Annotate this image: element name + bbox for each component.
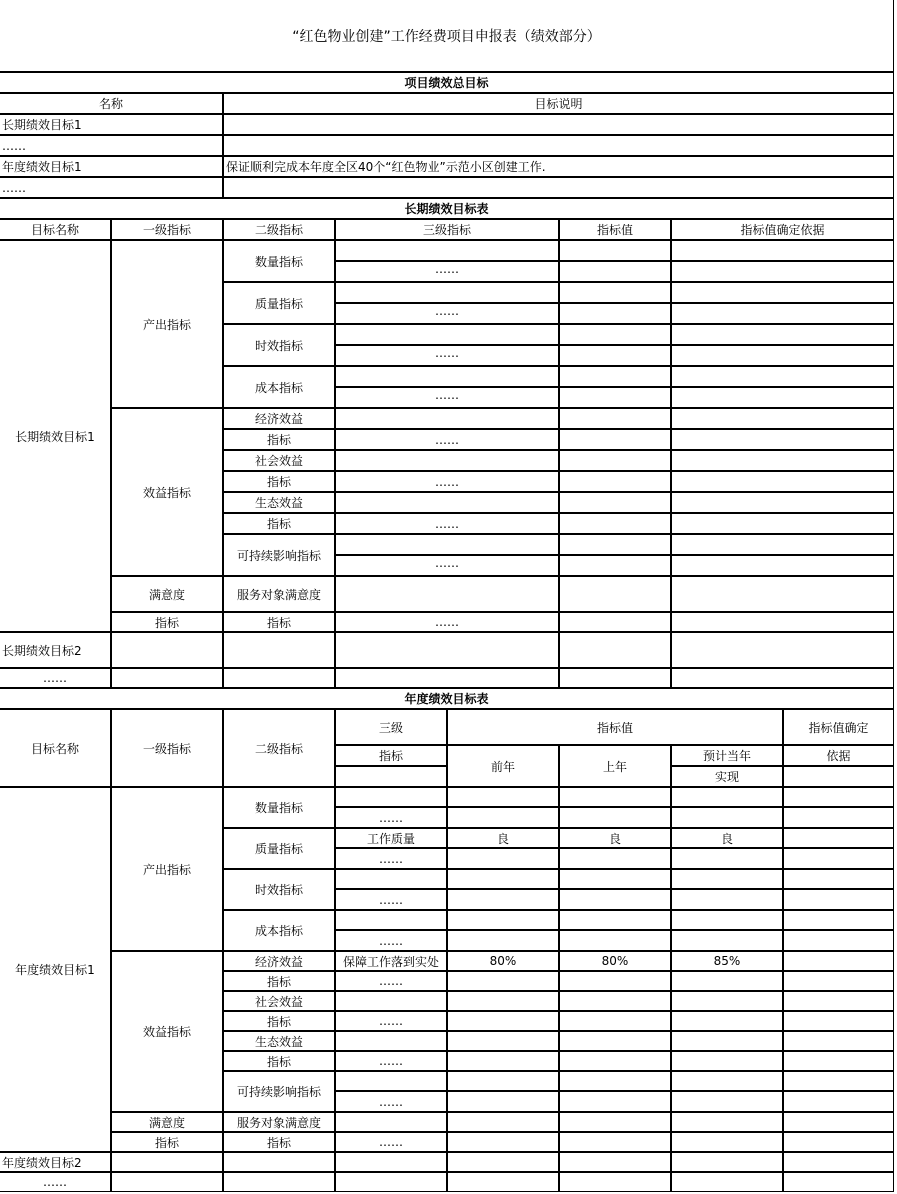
an-last-cell	[559, 1112, 671, 1132]
an-basis-cell	[783, 1031, 894, 1051]
lt-value-cell	[559, 240, 671, 261]
an-goal2-cell	[783, 1152, 894, 1172]
an-satisfaction-indicator: 指标	[111, 1132, 223, 1152]
lt-value-cell	[559, 429, 671, 450]
lt-basis-cell	[671, 429, 894, 450]
an-more-cell	[783, 1172, 894, 1192]
an-prev-cell	[447, 787, 559, 807]
an-col-expected-a: 预计当年	[671, 745, 783, 766]
an-basis-cell	[783, 1051, 894, 1071]
lt-basis-cell	[671, 345, 894, 366]
an-last-cell	[559, 930, 671, 951]
an-prev-cell	[447, 991, 559, 1011]
an-goal2-cell	[223, 1152, 335, 1172]
an-col-expected-b: 实现	[671, 766, 783, 787]
an-basis-cell	[783, 930, 894, 951]
an-prev-cell	[447, 1091, 559, 1112]
an-l3-econ-guarantee: 保障工作落到实处	[335, 951, 447, 971]
overall-row-name: 年度绩效目标1	[0, 156, 223, 177]
an-work-quality-exp: 良	[671, 828, 783, 848]
lt-value-cell	[559, 261, 671, 282]
sheet-title: “红色物业创建”工作经费项目申报表（绩效部分）	[0, 0, 894, 72]
lt-more-cell	[111, 668, 223, 688]
an-exp-cell	[671, 869, 783, 889]
an-exp-cell	[671, 930, 783, 951]
lt-cost-indicator: 成本指标	[223, 366, 335, 408]
an-economic-benefit-ind: 指标	[223, 971, 335, 991]
lt-l3-cell	[335, 240, 559, 261]
lt-l3-cell	[335, 450, 559, 471]
lt-basis-cell	[671, 513, 894, 534]
an-more-cell	[447, 1172, 559, 1192]
lt-more-cell	[335, 668, 559, 688]
lt-l3-ellipsis: ……	[335, 471, 559, 492]
an-basis-cell	[783, 1132, 894, 1152]
an-exp-cell	[671, 807, 783, 828]
lt-col-goal-name: 目标名称	[0, 219, 111, 240]
an-satisfaction: 满意度	[111, 1112, 223, 1132]
lt-basis-cell	[671, 450, 894, 471]
an-exp-cell	[671, 1011, 783, 1031]
lt-goal-1: 长期绩效目标1	[0, 240, 111, 632]
an-l3-ellipsis: ……	[335, 930, 447, 951]
an-ecological-benefit: 生态效益	[223, 1031, 335, 1051]
lt-l3-ellipsis: ……	[335, 513, 559, 534]
overall-row-desc	[223, 135, 894, 156]
lt-l3-ellipsis: ……	[335, 429, 559, 450]
lt-col-level3: 三级指标	[335, 219, 559, 240]
an-last-cell	[559, 1011, 671, 1031]
lt-basis-cell	[671, 471, 894, 492]
lt-economic-benefit-ind: 指标	[223, 429, 335, 450]
an-l3-ellipsis: ……	[335, 1011, 447, 1031]
an-l3-cell	[335, 1031, 447, 1051]
an-l3-cell	[335, 869, 447, 889]
an-prev-cell	[447, 1112, 559, 1132]
lt-col-basis: 指标值确定依据	[671, 219, 894, 240]
an-service-satisfaction: 服务对象满意度	[223, 1112, 335, 1132]
an-prev-cell	[447, 807, 559, 828]
an-col-basis-a: 指标值确定	[783, 709, 894, 745]
lt-col-level1: 一级指标	[111, 219, 223, 240]
lt-basis-cell	[671, 303, 894, 324]
lt-basis-cell	[671, 612, 894, 632]
lt-service-satisfaction-ind: 指标	[223, 612, 335, 632]
an-last-cell	[559, 1051, 671, 1071]
lt-l3-cell	[335, 366, 559, 387]
overall-row-name: ……	[0, 177, 223, 198]
lt-value-cell	[559, 387, 671, 408]
lt-col-value: 指标值	[559, 219, 671, 240]
an-basis-cell	[783, 889, 894, 910]
lt-value-cell	[559, 513, 671, 534]
an-more-cell	[223, 1172, 335, 1192]
lt-service-satisfaction: 服务对象满意度	[223, 576, 335, 612]
lt-l3-cell	[335, 492, 559, 513]
an-economic-benefit: 经济效益	[223, 951, 335, 971]
overall-row-desc	[223, 114, 894, 135]
an-basis-cell	[783, 1071, 894, 1091]
an-l3-ellipsis: ……	[335, 971, 447, 991]
an-exp-cell	[671, 991, 783, 1011]
an-quality-indicator: 质量指标	[223, 828, 335, 869]
an-last-cell	[559, 787, 671, 807]
lt-col-level2: 二级指标	[223, 219, 335, 240]
overall-row-desc	[223, 177, 894, 198]
lt-value-cell	[559, 324, 671, 345]
an-quantity-indicator: 数量指标	[223, 787, 335, 828]
lt-more-cell	[559, 668, 671, 688]
lt-value-cell	[559, 576, 671, 612]
lt-more-cell	[223, 668, 335, 688]
lt-basis-cell	[671, 387, 894, 408]
an-col-goal-name: 目标名称	[0, 709, 111, 787]
overall-row-name: ……	[0, 135, 223, 156]
an-l3-ellipsis: ……	[335, 807, 447, 828]
col-header-name: 名称	[0, 93, 223, 114]
lt-l3-cell	[335, 408, 559, 429]
an-basis-cell	[783, 991, 894, 1011]
section-annual-header: 年度绩效目标表	[0, 688, 894, 709]
an-l3-ellipsis: ……	[335, 1132, 447, 1152]
an-col-value: 指标值	[447, 709, 783, 745]
an-exp-cell	[671, 1071, 783, 1091]
an-prev-cell	[447, 1071, 559, 1091]
an-l3-ellipsis: ……	[335, 1051, 447, 1071]
lt-basis-cell	[671, 408, 894, 429]
an-econ-exp: 85%	[671, 951, 783, 971]
lt-l3-cell	[335, 576, 559, 612]
lt-l3-ellipsis: ……	[335, 261, 559, 282]
an-more-cell	[559, 1172, 671, 1192]
lt-value-cell	[559, 555, 671, 576]
an-goal2-cell	[335, 1152, 447, 1172]
an-last-cell	[559, 807, 671, 828]
lt-more-ellipsis: ……	[0, 668, 111, 688]
an-prev-cell	[447, 848, 559, 869]
an-econ-last: 80%	[559, 951, 671, 971]
an-output-indicator: 产出指标	[111, 787, 223, 951]
an-basis-cell	[783, 1112, 894, 1132]
an-econ-prev: 80%	[447, 951, 559, 971]
an-last-cell	[559, 991, 671, 1011]
an-l3-cell	[335, 991, 447, 1011]
an-last-cell	[559, 1071, 671, 1091]
an-l3-ellipsis: ……	[335, 848, 447, 869]
lt-value-cell	[559, 303, 671, 324]
lt-goal2-cell	[335, 632, 559, 668]
lt-benefit-indicator: 效益指标	[111, 408, 223, 576]
lt-value-cell	[559, 408, 671, 429]
an-cost-indicator: 成本指标	[223, 910, 335, 951]
lt-social-benefit-ind: 指标	[223, 471, 335, 492]
an-work-quality-prev: 良	[447, 828, 559, 848]
an-prev-cell	[447, 869, 559, 889]
an-social-benefit-ind: 指标	[223, 1011, 335, 1031]
lt-goal2-cell	[223, 632, 335, 668]
lt-basis-cell	[671, 534, 894, 555]
overall-row-desc: 保证顺利完成本年度全区40个“红色物业”示范小区创建工作.	[223, 156, 894, 177]
section-overall-goals-header: 项目绩效总目标	[0, 72, 894, 93]
an-last-cell	[559, 848, 671, 869]
an-l3-cell	[335, 910, 447, 930]
section-long-term-header: 长期绩效目标表	[0, 198, 894, 219]
an-basis-cell	[783, 1011, 894, 1031]
lt-basis-cell	[671, 324, 894, 345]
overall-row-name: 长期绩效目标1	[0, 114, 223, 135]
lt-basis-cell	[671, 366, 894, 387]
lt-quantity-indicator: 数量指标	[223, 240, 335, 282]
an-last-cell	[559, 1091, 671, 1112]
an-prev-cell	[447, 1132, 559, 1152]
an-goal-2: 年度绩效目标2	[0, 1152, 111, 1172]
lt-basis-cell	[671, 240, 894, 261]
lt-value-cell	[559, 471, 671, 492]
an-exp-cell	[671, 910, 783, 930]
an-prev-cell	[447, 930, 559, 951]
lt-satisfaction: 满意度	[111, 576, 223, 612]
an-timeliness-indicator: 时效指标	[223, 869, 335, 910]
lt-goal2-cell	[559, 632, 671, 668]
an-basis-cell	[783, 787, 894, 807]
lt-value-cell	[559, 492, 671, 513]
lt-l3-cell	[335, 282, 559, 303]
an-col-level1: 一级指标	[111, 709, 223, 787]
an-basis-cell	[783, 828, 894, 848]
an-ecological-benefit-ind: 指标	[223, 1051, 335, 1071]
an-goal2-cell	[111, 1152, 223, 1172]
lt-goal2-cell	[671, 632, 894, 668]
an-last-cell	[559, 1031, 671, 1051]
an-col-level3-a: 三级	[335, 709, 447, 745]
lt-ecological-benefit-ind: 指标	[223, 513, 335, 534]
lt-satisfaction-indicator: 指标	[111, 612, 223, 632]
an-service-satisfaction-ind: 指标	[223, 1132, 335, 1152]
an-l3-work-quality: 工作质量	[335, 828, 447, 848]
an-last-cell	[559, 889, 671, 910]
lt-l3-cell	[335, 534, 559, 555]
an-prev-cell	[447, 971, 559, 991]
an-l3-cell	[335, 1112, 447, 1132]
an-exp-cell	[671, 971, 783, 991]
an-col-prev-year: 前年	[447, 745, 559, 787]
an-l3-ellipsis: ……	[335, 1091, 447, 1112]
lt-l3-ellipsis: ……	[335, 612, 559, 632]
an-sustainability-indicator: 可持续影响指标	[223, 1071, 335, 1112]
an-basis-cell	[783, 869, 894, 889]
an-l3-cell	[335, 787, 447, 807]
an-exp-cell	[671, 1031, 783, 1051]
lt-l3-cell	[335, 324, 559, 345]
an-col-level3-c	[335, 766, 447, 787]
an-goal2-cell	[559, 1152, 671, 1172]
lt-basis-cell	[671, 555, 894, 576]
an-benefit-indicator: 效益指标	[111, 951, 223, 1112]
lt-value-cell	[559, 366, 671, 387]
an-goal-1: 年度绩效目标1	[0, 787, 111, 1152]
lt-l3-ellipsis: ……	[335, 387, 559, 408]
an-exp-cell	[671, 848, 783, 869]
an-last-cell	[559, 971, 671, 991]
an-basis-cell	[783, 807, 894, 828]
an-col-basis-c	[783, 766, 894, 787]
an-exp-cell	[671, 1091, 783, 1112]
an-last-cell	[559, 910, 671, 930]
lt-value-cell	[559, 534, 671, 555]
lt-goal-2: 长期绩效目标2	[0, 632, 111, 668]
an-prev-cell	[447, 1051, 559, 1071]
lt-l3-ellipsis: ……	[335, 555, 559, 576]
an-last-cell	[559, 869, 671, 889]
lt-sustainability-indicator: 可持续影响指标	[223, 534, 335, 576]
an-exp-cell	[671, 1132, 783, 1152]
an-prev-cell	[447, 1031, 559, 1051]
an-basis-cell	[783, 848, 894, 869]
an-exp-cell	[671, 1051, 783, 1071]
an-col-last-year: 上年	[559, 745, 671, 787]
an-more-cell	[335, 1172, 447, 1192]
an-exp-cell	[671, 1112, 783, 1132]
an-l3-cell	[335, 1071, 447, 1091]
an-goal2-cell	[671, 1152, 783, 1172]
an-exp-cell	[671, 889, 783, 910]
an-col-level2: 二级指标	[223, 709, 335, 787]
lt-basis-cell	[671, 261, 894, 282]
an-l3-ellipsis: ……	[335, 889, 447, 910]
col-header-description: 目标说明	[223, 93, 894, 114]
lt-basis-cell	[671, 576, 894, 612]
lt-l3-ellipsis: ……	[335, 345, 559, 366]
lt-output-indicator: 产出指标	[111, 240, 223, 408]
lt-value-cell	[559, 345, 671, 366]
lt-value-cell	[559, 450, 671, 471]
lt-timeliness-indicator: 时效指标	[223, 324, 335, 366]
an-col-basis-b: 依据	[783, 745, 894, 766]
lt-social-benefit: 社会效益	[223, 450, 335, 471]
an-more-ellipsis: ……	[0, 1172, 111, 1192]
an-goal2-cell	[447, 1152, 559, 1172]
an-col-level3-b: 指标	[335, 745, 447, 766]
lt-economic-benefit: 经济效益	[223, 408, 335, 429]
an-basis-cell	[783, 951, 894, 971]
lt-ecological-benefit: 生态效益	[223, 492, 335, 513]
an-basis-cell	[783, 1091, 894, 1112]
an-prev-cell	[447, 1011, 559, 1031]
an-work-quality-last: 良	[559, 828, 671, 848]
an-last-cell	[559, 1132, 671, 1152]
lt-value-cell	[559, 612, 671, 632]
an-more-cell	[671, 1172, 783, 1192]
an-exp-cell	[671, 787, 783, 807]
an-prev-cell	[447, 889, 559, 910]
an-prev-cell	[447, 910, 559, 930]
lt-goal2-cell	[111, 632, 223, 668]
lt-more-cell	[671, 668, 894, 688]
lt-l3-ellipsis: ……	[335, 303, 559, 324]
an-basis-cell	[783, 971, 894, 991]
lt-value-cell	[559, 282, 671, 303]
lt-quality-indicator: 质量指标	[223, 282, 335, 324]
an-basis-cell	[783, 910, 894, 930]
lt-basis-cell	[671, 282, 894, 303]
an-social-benefit: 社会效益	[223, 991, 335, 1011]
an-more-cell	[111, 1172, 223, 1192]
lt-basis-cell	[671, 492, 894, 513]
